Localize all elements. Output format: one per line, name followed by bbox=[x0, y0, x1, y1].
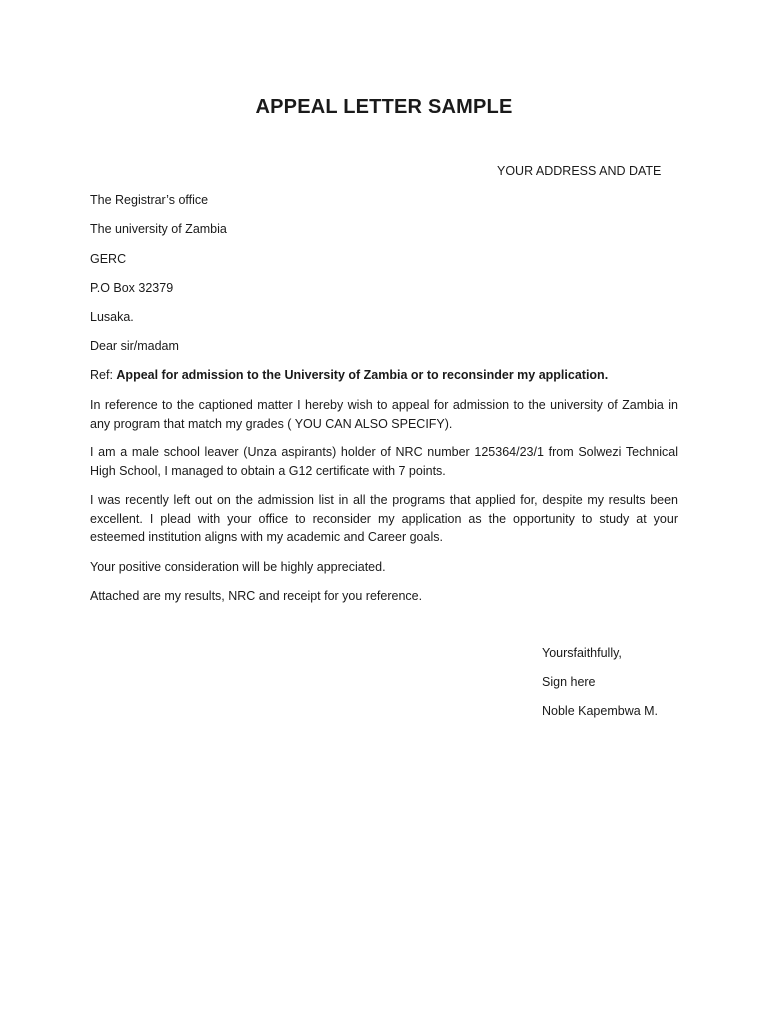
recipient-line-department: GERC bbox=[90, 252, 127, 266]
sender-name: Noble Kapembwa M. bbox=[542, 704, 659, 718]
recipient-line-office: The Registrar’s office bbox=[90, 193, 209, 207]
body-paragraph-2: I am a male school leaver (Unza aspirants) holder of NRC number 125364/23/1 from Solwezi Technical High School, I managed to obtain a G12 certificate with 7 points. bbox=[90, 445, 678, 478]
body-paragraph-5: Attached are my results, NRC and receipt for you reference. bbox=[90, 589, 423, 603]
body-paragraph-1: In reference to the captioned matter I hereby wish to appeal for admission to the university of Zambia in any program that match my grades ( YOU CAN ALSO SPECIFY). bbox=[90, 398, 678, 431]
reference-line bbox=[90, 368, 608, 382]
recipient-line-university: The university of Zambia bbox=[90, 222, 227, 236]
document-title: APPEAL LETTER SAMPLE bbox=[255, 96, 513, 118]
reference-prefix: Ref: bbox=[90, 368, 117, 382]
valediction: Yoursfaithfully, bbox=[542, 646, 622, 660]
sender-address-date: YOUR ADDRESS AND DATE bbox=[497, 164, 662, 178]
signature-placeholder: Sign here bbox=[542, 675, 596, 689]
salutation: Dear sir/madam bbox=[90, 339, 179, 353]
reference-subject: Appeal for admission to the University of Zambia or to reconsinder my application. bbox=[116, 368, 609, 382]
recipient-line-city: Lusaka. bbox=[90, 310, 134, 324]
body-paragraph-3: I was recently left out on the admission list in all the programs that applied for, despite my results been excellent. I plead with your office to reconsider my application as the opportunity to study at your esteemed institution aligns with my academic and Career goals. bbox=[90, 493, 678, 544]
recipient-line-po-box: P.O Box 32379 bbox=[90, 281, 174, 295]
body-paragraph-4: Your positive consideration will be highly appreciated. bbox=[90, 560, 386, 574]
